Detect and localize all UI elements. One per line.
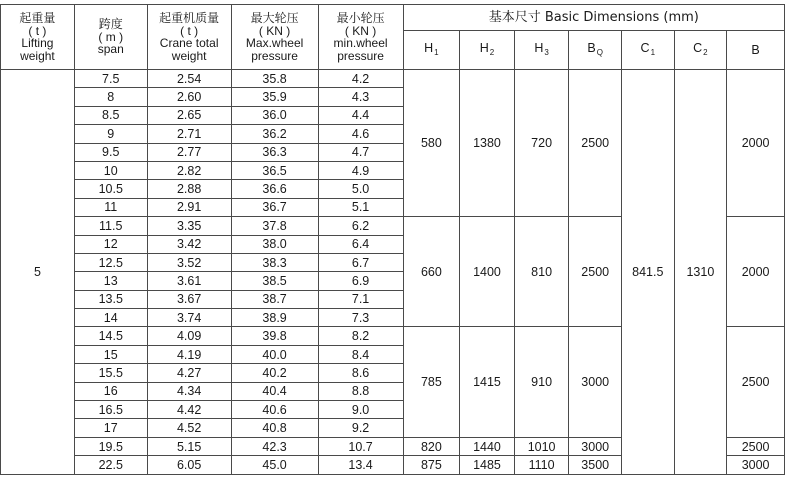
span-cell: 10.5 [74, 180, 147, 198]
span-cell: 10 [74, 161, 147, 179]
header-min-wheel-unit: ( KN ) [344, 23, 377, 38]
span-cell: 13.5 [74, 290, 147, 308]
max-wheel-cell: 40.2 [231, 364, 318, 382]
crane-weight-cell: 2.65 [147, 106, 231, 124]
span-cell: 14.5 [74, 327, 147, 345]
min-wheel-cell: 4.2 [318, 70, 403, 88]
crane-weight-cell: 2.71 [147, 125, 231, 143]
header-min-wheel-en1: min.wheel [333, 36, 388, 50]
header-h1-base: H [424, 40, 434, 55]
header-crane-weight-en2: weight [171, 48, 207, 63]
max-wheel-cell: 45.0 [231, 456, 318, 474]
table-header [1, 5, 785, 70]
h2-cell: 1400 [460, 217, 515, 327]
max-wheel-cell: 36.0 [231, 106, 318, 124]
max-wheel-cell: 36.3 [231, 143, 318, 161]
header-c1 [622, 31, 675, 70]
max-wheel-cell: 38.0 [231, 235, 318, 253]
h3-cell: 1010 [514, 437, 569, 455]
h1-cell: 875 [403, 456, 460, 474]
header-h1-sub: 1 [434, 47, 439, 57]
crane-weight-cell: 6.05 [147, 456, 231, 474]
crane-weight-cell: 5.15 [147, 437, 231, 455]
h2-cell: 1485 [460, 456, 515, 474]
header-c2 [674, 31, 727, 70]
min-wheel-cell: 6.9 [318, 272, 403, 290]
h1-cell: 580 [403, 70, 460, 217]
min-wheel-cell: 9.2 [318, 419, 403, 437]
header-crane-weight-cn: 起重机质量 [159, 11, 220, 25]
crane-weight-cell: 2.54 [147, 70, 231, 88]
h3-cell: 720 [514, 70, 569, 217]
crane-weight-cell: 4.42 [147, 401, 231, 419]
crane-weight-cell: 4.19 [147, 345, 231, 363]
h2-cell: 1440 [460, 437, 515, 455]
max-wheel-cell: 38.3 [231, 253, 318, 271]
crane-weight-cell: 2.88 [147, 180, 231, 198]
h1-cell: 785 [403, 327, 460, 437]
span-cell: 13 [74, 272, 147, 290]
header-span-cn: 跨度 [98, 17, 123, 32]
header-crane-weight-unit: ( t ) [180, 23, 199, 38]
max-wheel-cell: 35.9 [231, 88, 318, 106]
crane-weight-cell: 4.34 [147, 382, 231, 400]
c1-cell: 841.5 [622, 70, 675, 475]
header-crane-weight-en1: Crane total [159, 36, 219, 50]
span-cell: 8.5 [74, 106, 147, 124]
header-b-base: B [751, 42, 760, 57]
min-wheel-cell: 10.7 [318, 437, 403, 455]
header-span-unit: ( m ) [98, 29, 124, 44]
header-lifting-weight-unit: ( t ) [28, 23, 47, 38]
header-lifting-weight-en1: Lifting [21, 36, 54, 50]
min-wheel-cell: 4.3 [318, 88, 403, 106]
min-wheel-cell: 4.7 [318, 143, 403, 161]
max-wheel-cell: 40.0 [231, 345, 318, 363]
header-max-wheel-en2: pressure [251, 48, 298, 63]
bq-cell: 3000 [569, 437, 622, 455]
max-wheel-cell: 36.5 [231, 161, 318, 179]
bq-cell: 2500 [569, 217, 622, 327]
span-cell: 16.5 [74, 401, 147, 419]
max-wheel-cell: 40.6 [231, 401, 318, 419]
max-wheel-cell: 38.5 [231, 272, 318, 290]
h2-cell: 1415 [460, 327, 515, 437]
header-min-wheel-cn: 最小轮压 [336, 11, 385, 25]
max-wheel-cell: 39.8 [231, 327, 318, 345]
h3-cell: 1110 [514, 456, 569, 474]
crane-weight-cell: 2.60 [147, 88, 231, 106]
min-wheel-cell: 6.7 [318, 253, 403, 271]
span-cell: 7.5 [74, 70, 147, 88]
header-bq-sub: Q [596, 47, 603, 57]
bq-cell: 3500 [569, 456, 622, 474]
max-wheel-cell: 40.8 [231, 419, 318, 437]
crane-weight-cell: 4.27 [147, 364, 231, 382]
h1-cell: 820 [403, 437, 460, 455]
header-h3-sub: 3 [544, 47, 549, 57]
max-wheel-cell: 38.9 [231, 309, 318, 327]
header-h3-base: H [534, 40, 544, 55]
h3-cell: 910 [514, 327, 569, 437]
max-wheel-cell: 40.4 [231, 382, 318, 400]
max-wheel-cell: 37.8 [231, 217, 318, 235]
header-max-wheel [231, 5, 318, 70]
b-cell: 3000 [727, 456, 785, 474]
header-lifting-weight-en2: weight [20, 48, 55, 63]
crane-weight-cell: 3.52 [147, 253, 231, 271]
span-cell: 12.5 [74, 253, 147, 271]
header-h2-base: H [479, 40, 489, 55]
min-wheel-cell: 6.2 [318, 217, 403, 235]
header-basic-dimensions: 基本尺寸 Basic Dimensions (mm) [403, 5, 784, 31]
max-wheel-cell: 35.8 [231, 70, 318, 88]
bq-cell: 3000 [569, 327, 622, 437]
b-cell: 2500 [727, 327, 785, 437]
crane-weight-cell: 2.91 [147, 198, 231, 216]
h3-cell: 810 [514, 217, 569, 327]
max-wheel-cell: 36.7 [231, 198, 318, 216]
span-cell: 15.5 [74, 364, 147, 382]
b-cell: 2000 [727, 70, 785, 217]
span-cell: 9 [74, 125, 147, 143]
crane-spec-table [0, 4, 785, 475]
min-wheel-cell: 9.0 [318, 401, 403, 419]
header-min-wheel-en2: pressure [337, 48, 384, 63]
span-cell: 11 [74, 198, 147, 216]
bq-cell: 2500 [569, 70, 622, 217]
header-max-wheel-en1: Max.wheel [245, 36, 304, 50]
span-cell: 14 [74, 309, 147, 327]
header-max-wheel-cn: 最大轮压 [250, 11, 299, 25]
header-span [74, 5, 147, 70]
header-lifting-weight [1, 5, 75, 70]
table-row [1, 70, 785, 88]
min-wheel-cell: 7.3 [318, 309, 403, 327]
table-body [1, 70, 785, 475]
span-cell: 9.5 [74, 143, 147, 161]
crane-weight-cell: 3.67 [147, 290, 231, 308]
crane-weight-cell: 4.09 [147, 327, 231, 345]
header-h1 [403, 31, 460, 70]
header-c2-sub: 2 [703, 47, 708, 57]
span-cell: 19.5 [74, 437, 147, 455]
span-cell: 8 [74, 88, 147, 106]
crane-weight-cell: 4.52 [147, 419, 231, 437]
span-cell: 17 [74, 419, 147, 437]
min-wheel-cell: 4.9 [318, 161, 403, 179]
crane-weight-cell: 3.74 [147, 309, 231, 327]
lifting-weight-value: 5 [1, 70, 75, 475]
h1-cell: 660 [403, 217, 460, 327]
crane-weight-cell: 3.61 [147, 272, 231, 290]
span-cell: 22.5 [74, 456, 147, 474]
min-wheel-cell: 8.2 [318, 327, 403, 345]
max-wheel-cell: 42.3 [231, 437, 318, 455]
b-cell: 2000 [727, 217, 785, 327]
crane-weight-cell: 2.82 [147, 161, 231, 179]
header-c1-base: C [640, 40, 650, 55]
crane-weight-cell: 3.42 [147, 235, 231, 253]
header-h2 [460, 31, 515, 70]
header-h2-sub: 2 [489, 47, 495, 57]
header-b [727, 31, 785, 70]
span-cell: 12 [74, 235, 147, 253]
min-wheel-cell: 13.4 [318, 456, 403, 474]
span-cell: 15 [74, 345, 147, 363]
min-wheel-cell: 4.4 [318, 106, 403, 124]
header-h3 [514, 31, 569, 70]
header-c2-base: C [693, 40, 703, 55]
header-bq-base: B [587, 40, 596, 55]
header-max-wheel-unit: ( KN ) [258, 23, 291, 38]
min-wheel-cell: 5.1 [318, 198, 403, 216]
max-wheel-cell: 36.2 [231, 125, 318, 143]
header-lifting-weight-cn: 起重量 [19, 11, 56, 25]
h2-cell: 1380 [460, 70, 515, 217]
min-wheel-cell: 8.8 [318, 382, 403, 400]
header-bq [569, 31, 622, 70]
max-wheel-cell: 38.7 [231, 290, 318, 308]
crane-weight-cell: 3.35 [147, 217, 231, 235]
header-span-en: span [97, 42, 124, 57]
span-cell: 16 [74, 382, 147, 400]
max-wheel-cell: 36.6 [231, 180, 318, 198]
c2-cell: 1310 [674, 70, 727, 475]
min-wheel-cell: 5.0 [318, 180, 403, 198]
span-cell: 11.5 [74, 217, 147, 235]
header-crane-weight [147, 5, 231, 70]
min-wheel-cell: 8.6 [318, 364, 403, 382]
min-wheel-cell: 7.1 [318, 290, 403, 308]
min-wheel-cell: 4.6 [318, 125, 403, 143]
b-cell: 2500 [727, 437, 785, 455]
header-c1-sub: 1 [650, 47, 656, 57]
crane-weight-cell: 2.77 [147, 143, 231, 161]
header-min-wheel [318, 5, 403, 70]
min-wheel-cell: 6.4 [318, 235, 403, 253]
min-wheel-cell: 8.4 [318, 345, 403, 363]
